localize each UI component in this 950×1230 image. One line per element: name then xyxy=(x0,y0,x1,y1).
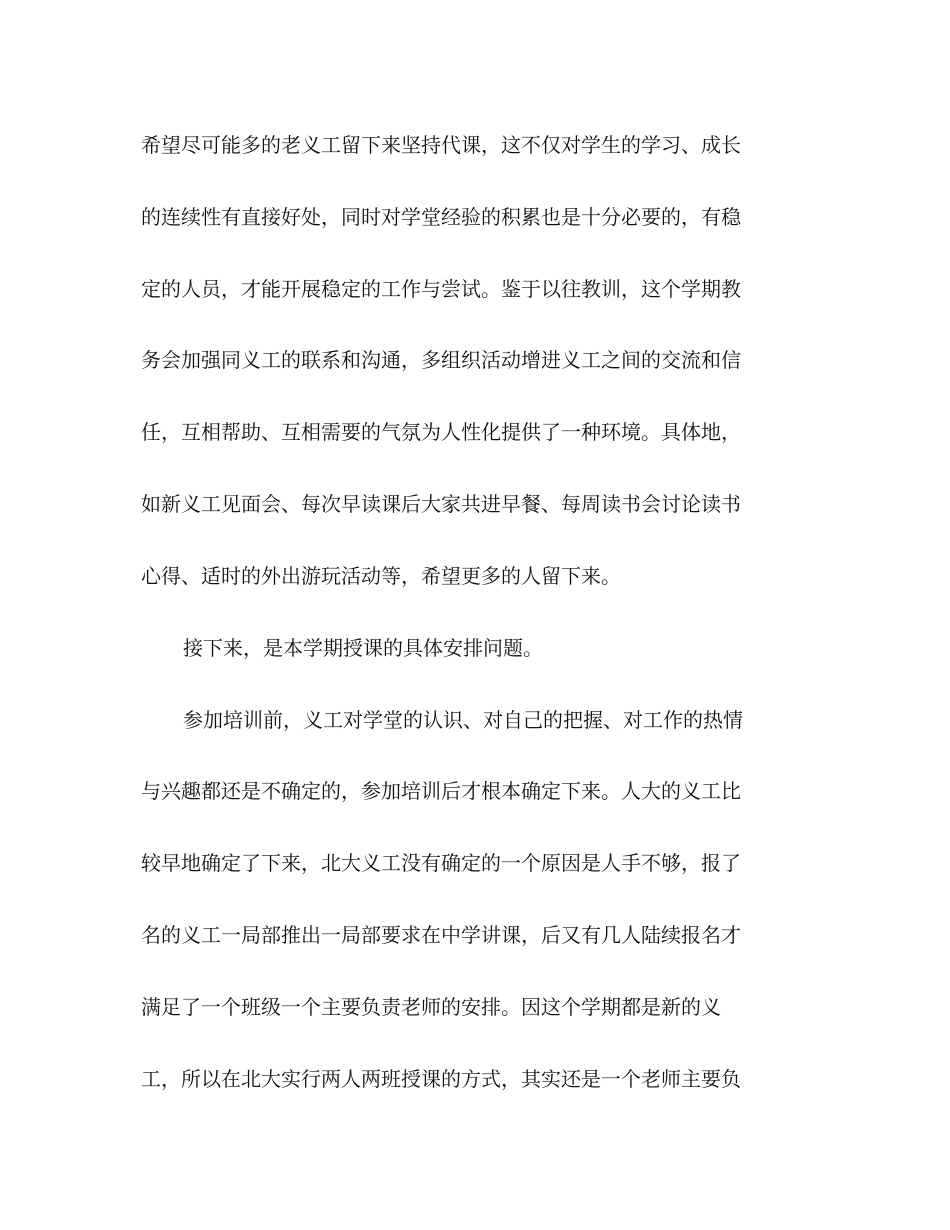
text-line: 较早地确定了下来，北大义工没有确定的一个原因是人手不够，报了 xyxy=(141,851,741,875)
text-line: 与兴趣都还是不确定的，参加培训后才根本确定下来。人大的义工比 xyxy=(141,779,741,803)
paragraph-first-line: 接下来，是本学期授课的具体安排问题。 xyxy=(183,636,543,660)
text-line: 务会加强同义工的联系和沟通，多组织活动增进义工之间的交流和信 xyxy=(141,348,741,372)
text-line: 的连续性有直接好处，同时对学堂经验的积累也是十分必要的，有稳 xyxy=(141,205,741,229)
text-line: 如新义工见面会、每次早读课后大家共进早餐、每周读书会讨论读书 xyxy=(141,492,741,516)
text-line: 希望尽可能多的老义工留下来坚持代课，这不仅对学生的学习、成长 xyxy=(141,133,741,157)
text-line: 名的义工一局部推出一局部要求在中学讲课，后又有几人陆续报名才 xyxy=(141,923,741,947)
text-line: 满足了一个班级一个主要负责老师的安排。因这个学期都是新的义 xyxy=(141,995,721,1019)
paragraph-first-line: 参加培训前，义工对学堂的认识、对自己的把握、对工作的热情 xyxy=(183,708,743,732)
text-line: 工，所以在北大实行两人两班授课的方式，其实还是一个老师主要负 xyxy=(141,1067,741,1091)
text-line: 心得、适时的外出游玩活动等，希望更多的人留下来。 xyxy=(141,564,621,588)
text-line: 任，互相帮助、互相需要的气氛为人性化提供了一种环境。具体地， xyxy=(141,420,741,444)
text-line: 定的人员，才能开展稳定的工作与尝试。鉴于以往教训，这个学期教 xyxy=(141,277,741,301)
